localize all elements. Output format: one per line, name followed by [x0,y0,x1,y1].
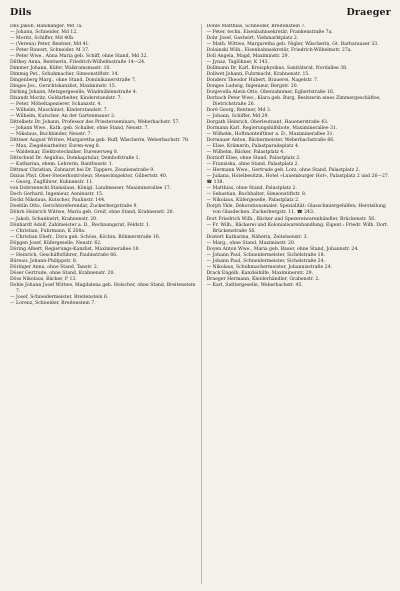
directory-entry: Donjevolla Alwin Otto, Oberzahnmer, Egbertstraße 16. [206,90,335,96]
directory-entry: — Wilhelm, Maschinist, Kinderstandstr. 7. [10,108,109,114]
directory-entry: Dollwet Johann, Fuhrmacht, Krahnenstr. 15. [206,72,310,78]
directory-entry: Döring Albert, Regierungs-Kanzlist, Maximinerallee 18. [10,246,140,252]
directory-entry: Dort Friedrich Wilh., Bäcker und Spezereiwarenhändler, Brückenstr. 56. [206,216,376,222]
directory-entry: Dittscheid Dr. Aegidius, Domkapitular, Domhofstraße 1. [10,156,141,162]
page-header [10,7,391,21]
directory-entry: Dils Jakob, Handlanger, Md 7a. [10,24,83,29]
directory-entry: Dilthey Anna, Rentnerin, Friedrich-Wilhelmstraße 14—24. [10,60,146,66]
directory-entry: — Nikolaus, Schuhmachermeister, Johannisstraße 24. [206,264,332,270]
directory-entry: — Peter, Möbeltapezierer, Schanzstr. 4. [10,102,102,108]
left-column [10,24,201,584]
directory-entry: — Johann Paul, Schneidermeister, Sichelstraße 18. [206,252,325,258]
directory-entry: Doeblin Otto, Gerichtsreferendar, Zuckerbergstraße 9. [10,204,138,210]
directory-entry: Dohr Josef, Gastwirt, Viehmarktplatz 2. [206,36,299,42]
directory-entry: Doch Gerhard, Ingenieur, Aeninustr. 15. [10,192,104,198]
directory-entry: ☎ 138. [206,180,224,186]
directory-entry: Draeger Hermann, Kleiderhändler, Grabenstr. 2. [206,276,320,282]
directory-entry: Dorgath Heinrich, Oberleutnant, Hauenerstraße 43. [206,120,329,126]
directory-entry: — Fr. Wilh., Bäckerei und Kolonialwarenhandlung. Eigent.: Friedr. Wilh. Dort. Brückenstraße 56. [206,222,389,234]
directory-entry: — Wilhelm, Bäcker, Palastplatz 4. [206,150,285,156]
directory-entry: — Josef, Schneidermeister, Breitenstein 6. [10,294,109,300]
directory-entry: Dohle Johann Josef Wittwe, Magdalena geb. Holscher, ohne Stand, Breitenstein 7. [10,282,196,294]
directory-entry: Dockt Nikolaus, Kutscher, Paulinstr. 144. [10,198,106,204]
directory-entry: — Sebastian, Buchhalter, Simeonstiftstr. 8. [206,192,307,198]
directory-entry: Dittmar Christian, Zahnarzt bei Dr. Tappers, Zeunienstraße 9. [10,168,155,174]
directory-entry: Dostert Katharina, Näherin, Zeitelsenstr. 3. [206,234,308,240]
directory-entry: — Wilhelm, Kutscher, An der Gartenmauer 2. [10,114,116,120]
right-column [201,24,392,584]
directory-entry: Dolainski Wilh., Eisenbahnsekretär, Friedrich-Wilhelmstr. 27a. [206,48,352,54]
directory-entry: — Christian, Fuhrmann, K 208a. [10,228,86,234]
directory-entry: Dohle Matthias, Schneider, Breitenstein 7. [206,24,306,29]
directory-entry: Doyen Anton Wwe., Maria geb. Bauer, ohne Stand, Johannstr. 24. [206,246,359,252]
directory-entry: — Math. Wittwe, Margaretha geb. Nigler, Wäscherin, Gt. Barbarauser 33. [206,42,379,48]
directory-entry: — Johann Wwe., Kath. geb. Schaller, ohne Stand, Neustr. 7. [10,126,149,132]
directory-entry: Drack Engelb, Kanzleihilfe, Maximinerstr. 29. [206,270,313,276]
directory-entry: Doll Angela, Magd, Maximinstr. 29. [206,54,290,60]
directory-entry: — Heinrich, Geschäftsführer, Paulinstraße 66. [10,252,118,258]
directory-entry: — Peter, techn. Eisenbahnsekretär, Frankenstraße 7a. [206,30,333,36]
directory-entry: Dittmer August Wittwe, Margaretha geb. Ruff, Wäscherin, Weberbachstr. 78. [10,138,190,144]
directory-entry: — Max, Ziegeleiarbeiter, Euren-weg 8. [10,144,101,150]
directory-entry: Doré Georg, Rentner, Md 3. [206,108,272,114]
directory-entry: — Elise, Krämerin, Palastparadeplatz 4. [206,144,300,150]
directory-entry: — Hermann Wwe., Gertrude geb. Lorz, ohne Stand, Palastplatz 2. [206,168,360,174]
directory-entry: — Nikolaus, Buchbinder, Neustr. 7. [10,132,92,138]
directory-entry: Dorbach Peter Wwe., Klara geb. Burg, Besitzerin eines Zimmergeschäftes, Dietrichstraße 26. [206,96,381,108]
directory-entry: — Wilhelm, Hoftmonteiftlner a. D., Maximinerallee 31. [206,132,334,138]
directory-entry: Dollmann Dr. Karl, Kreisphysikus, Sanitätsrat, Nordallee 38. [206,66,348,72]
directory-entry: — Juliana, Hotelbesitzin, Hotel »Luxemburger Hof«, Palastplatz 2 und 26—27. [206,174,390,180]
directory-entry: — Johann, Schneider, Md 12. [10,30,78,36]
directory-entry: Dorph Ykle, Dekorationsmaler. Spezialität: Glasschmiergehilfen; Herstellung von Glasdecken. Zuckerbergstr. 11. ☎ 243. [206,204,386,216]
directory-entry: — Georg, Zugführer, Kuhnenstr. 11. [10,180,94,186]
directory-entry: Büreau: Johann-Philippstr. 8. [10,258,78,264]
directory-entry: — Katharina, ehem. Lehrerin, Bantbusstr. 1. [10,162,114,168]
directory-entry: Dirking Johann, Metzgergeselle, Windmühlenstraße 4. [10,90,138,96]
directory-entry: Donges Ludwig, Ingenieur, Bergstr. 20. [206,84,299,90]
directory-entry: — (Verena) Peter, Rentner, Md 41. [10,42,90,48]
directory-entry: Dönhardt Adolf, Zahlmeister a. D., Rechnungsrat, Feldstr. 1. [10,222,151,228]
directory-entry: Döss Nikolaus, Bäcker, P 13. [10,276,77,282]
directory-entry: — Christian Ehefr., Dora geb. Schöss, Köchin, Böhmerstraße 16. [10,234,161,240]
directory-entry: — Lorenz, Schneider, Breitenstein 7. [10,300,96,306]
directory-entry: — Waldemar, Elektrotechniker, Eurenerweg 8. [10,150,119,156]
directory-entry: — Moritz, Schiffer, Md 40b. [10,36,75,42]
directory-entry: Döser Gertrude, ohne Stand, Krahnenstr. 20. [10,270,115,276]
directory-entry: — Johann Paul, Schneidermeister, Sichelstraße 24. [206,258,325,264]
directory-entry: Dormauer Anton, Bäckermeister, Weberbachstraße 66. [206,138,335,144]
directory-entry: Dormann Karl, Regierungshilfsbote, Maximinerallee 31. [206,126,338,132]
directory-entry: Dixandt Moritz, Goldarbeiter, Kinderstandstr. 7. [10,96,122,102]
directory-entry: — Jakob, Schankwirt, Krahnenstr. 20. [10,216,98,222]
directory-entry: Dittelbetz Dr. Johann, Professor des Priesterseminars, Weberbachstr. 57. [10,120,180,126]
directory-entry: Dimmer Johann, Küfer, Walkramsmastr. 10. [10,66,111,72]
directory-entry: Döhrn Heinrich Wittwe, Maria geb. Greif, ohne Stand, Krahnenstr. 20. [10,210,175,216]
directory-entry: — Franziska, ohne Stand, Palastplatz 2. [206,162,300,168]
directory-entry: — Jynaz, Taglöhner, K 143. [206,60,270,66]
header-left-keyword: Dils [10,7,32,18]
directory-entry: — Matthias, ohne Stand, Palastplatz 2. [206,186,297,192]
directory-entry: Dingenberg Marg., ohne Stand, Dominikanerstraße 7. [10,78,137,84]
directory-entry: — Johann, Schiffer, Md 29. [206,114,269,120]
directory-entry: — Karl, Sattlergeselle, Weberbachstr. 45. [206,282,303,288]
directory-entry: Dixius Phyl. Ober-Steuerkontroleur, Steuerinspektor, Gilbertstr. 40. [10,174,168,180]
directory-entry: Döpgen Josef, Küfergeselle, Neustr. 62. [10,240,102,246]
directory-entry: Dinges Jos., Gerichtskanzlist, Maximinstr. 15. [10,84,117,90]
directory-entry: von Dobrzenecki Stanislaus, Königl. Landmesser, Maximinerallee 17. [10,186,172,192]
directory-columns [10,24,391,584]
directory-entry: Döringer Anna, ohne Stand, Tanstr. 2. [10,264,99,270]
header-right-keyword: Draeger [346,7,391,18]
directory-entry: — Nikolaus, Küfergeselle, Palastplatz 2. [206,198,300,204]
directory-entry: Dornoff Elise, ohne Stand, Palastplatz 2. [206,156,301,162]
directory-entry: — Marg., ohne Stand, Maximinstr. 20. [206,240,296,246]
directory-entry: Dimmig Pet., Schuhmacher, Simeonstiftstr. 14. [10,72,119,78]
directory-entry: Donders Theodor Hubert, Brauerei, Nagelstr. 7. [206,78,319,84]
directory-entry: — Peter Ruwert, Schneider. M 37. [10,48,90,54]
directory-entry: — Peter Wwe., Anna Maria geb. Schiff, ohne Stand, Md 32. [10,54,148,60]
